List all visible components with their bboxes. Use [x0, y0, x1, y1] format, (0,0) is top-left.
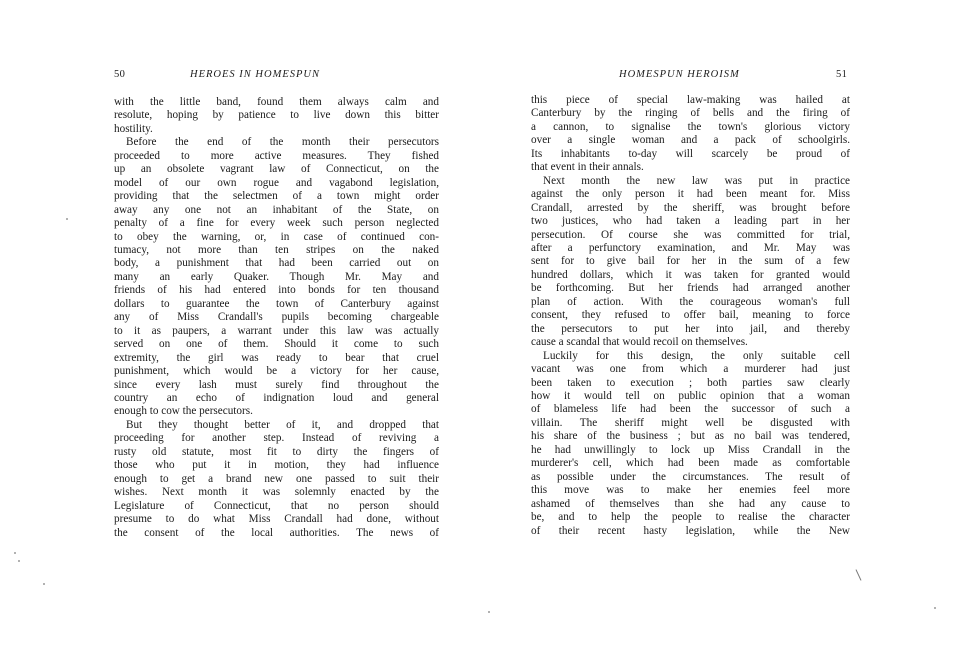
text-line: be, and to help the people to realise the character	[531, 511, 850, 524]
text-line: to it as paupers, a warrant under this law was actually	[114, 324, 439, 337]
text-line: that event in their annals.	[531, 161, 644, 174]
text-line: the consent of the local authorities. The news of	[114, 526, 439, 539]
text-line: sent for to give bail for her in the sum of a few	[531, 255, 850, 268]
text-line: to obey the warning, or, in case of continued con-	[114, 230, 439, 243]
right-running-title-wrap	[619, 69, 740, 80]
text-line: Its inhabitants to-day will scarcely be proud of	[531, 147, 850, 160]
text-line: body, a punishment that had been carried out on	[114, 257, 439, 270]
right-page-number: 51	[836, 69, 848, 80]
text-line: punishment, which would be a victory for her cause,	[114, 365, 439, 378]
left-running-title: HEROES IN HOMESPUN	[190, 69, 320, 80]
text-line: consent, they refused to offer bail, meaning to force	[531, 309, 850, 322]
text-line: two justices, who had taken a leading part in her	[531, 215, 850, 228]
right-page-header	[836, 69, 847, 80]
text-line: he had unwillingly to lock up Miss Crandall in the	[531, 443, 850, 456]
text-line: hundred dollars, which it was taken for granted would	[531, 268, 850, 281]
scan-speck	[934, 607, 936, 609]
text-line: tumacy, not more than ten stripes on the naked	[114, 243, 439, 256]
scan-speck	[66, 218, 68, 220]
text-line: against the only person it had been meant for. Miss	[531, 188, 850, 201]
left-page-header	[114, 69, 125, 80]
text-line: over a single woman and a pack of schoolgirls.	[531, 134, 850, 147]
text-line: of blameless life had been the successor of such a	[531, 403, 850, 416]
text-line: ashamed of themselves than she had any cause to	[531, 497, 850, 510]
text-line: many an early Quaker. Though Mr. May and	[114, 270, 439, 283]
text-line: But they thought better of it, and dropped that	[126, 418, 439, 431]
text-line: Legislature of Connecticut, that no person should	[114, 499, 439, 512]
text-line: been taken to execution ; both parties saw clearly	[531, 376, 850, 389]
text-line: how it would tell on public opinion that a woman	[531, 389, 850, 402]
text-line: persecution. Of course she was committed for trial,	[531, 228, 850, 241]
left-running-title-wrap	[190, 69, 320, 80]
scan-speck	[14, 552, 16, 554]
text-line: Crandall, arrested by the sheriff, was brought before	[531, 201, 850, 214]
text-line: Luckily for this design, the only suitable cell	[543, 349, 850, 362]
left-page-number: 50	[114, 69, 126, 80]
text-line: rusty old statute, most fit to dirty the fingers of	[114, 445, 439, 458]
text-line: Next month the new law was put in practice	[543, 174, 850, 187]
text-line: hostility.	[114, 122, 153, 135]
text-line: this piece of special law-making was hailed at	[531, 94, 850, 106]
text-line: extremity, the girl was ready to bear that cruel	[114, 351, 439, 364]
text-line: proceeded to more active measures. They fished	[114, 149, 439, 162]
text-line: his share of the business ; but as no bail was tendered,	[531, 430, 850, 443]
text-line: cause a scandal that would recoil on themselves.	[531, 336, 748, 349]
scan-speck	[43, 583, 45, 585]
text-line: served on one of them. Should it come to such	[114, 338, 439, 351]
scan-speck	[488, 611, 490, 613]
text-line: away any one not an inhabitant of the State, on	[114, 203, 439, 216]
scan-mark	[856, 569, 862, 580]
right-page-body	[531, 94, 850, 538]
text-line: enough to get a brand new one passed to suit their	[114, 472, 439, 485]
text-line: this move was to make her enemies feel more	[531, 484, 850, 497]
text-line: providing that the selectmen of a town might order	[114, 190, 439, 203]
text-line: wishes. Next month it was solemnly enacted by the	[114, 486, 439, 499]
text-line: penalty of a fine for every week such person neglected	[114, 217, 439, 230]
text-line: model of our own rogue and vagabond legislation,	[114, 176, 439, 189]
text-line: of their recent hasty legislation, while the New	[531, 524, 850, 537]
left-page-body	[114, 96, 439, 540]
right-running-title: HOMESPUN HEROISM	[619, 69, 740, 80]
text-line: resolute, hoping by patience to live down this bitter	[114, 109, 439, 122]
text-line: friends of his had entered into bonds for ten thousand	[114, 284, 439, 297]
text-line: as possible under the circumstances. The result of	[531, 470, 850, 483]
text-line: villain. The sheriff might well be disgusted with	[531, 416, 850, 429]
scan-speck	[18, 560, 20, 562]
text-line: up an obsolete vagrant law of Connecticut, on the	[114, 163, 439, 176]
text-line: a cannon, to signalise the town's glorious victory	[531, 120, 850, 133]
text-line: those who put it in motion, they had influence	[114, 459, 439, 472]
text-line: any of Miss Crandall's pupils becoming chargeable	[114, 311, 439, 324]
text-line: after a perfunctory examination, and Mr. May was	[531, 241, 850, 254]
text-line: Before the end of the month their persecutors	[126, 136, 439, 149]
text-line: proceeding for another step. Instead of reviving a	[114, 432, 439, 445]
text-line: be forthcoming. But her friends had arranged another	[531, 282, 850, 295]
text-line: dollars to guarantee the town of Canterbury against	[114, 297, 439, 310]
text-line: murderer's cell, which had been made as comfortable	[531, 457, 850, 470]
text-line: the persecutors to put her into jail, and thereby	[531, 322, 850, 335]
text-line: country an echo of indignation loud and general	[114, 391, 439, 404]
text-line: plan of action. With the courageous woman's full	[531, 295, 850, 308]
text-line: Canterbury by the ringing of bells and the firing of	[531, 107, 850, 120]
text-line: vacant was one from which a murderer had just	[531, 363, 850, 376]
text-line: presume to do what Miss Crandall had done, without	[114, 513, 439, 526]
text-line: enough to cow the persecutors.	[114, 405, 253, 418]
text-line: with the little band, found them always calm and	[114, 96, 439, 108]
text-line: since every lash must surely find throughout the	[114, 378, 439, 391]
